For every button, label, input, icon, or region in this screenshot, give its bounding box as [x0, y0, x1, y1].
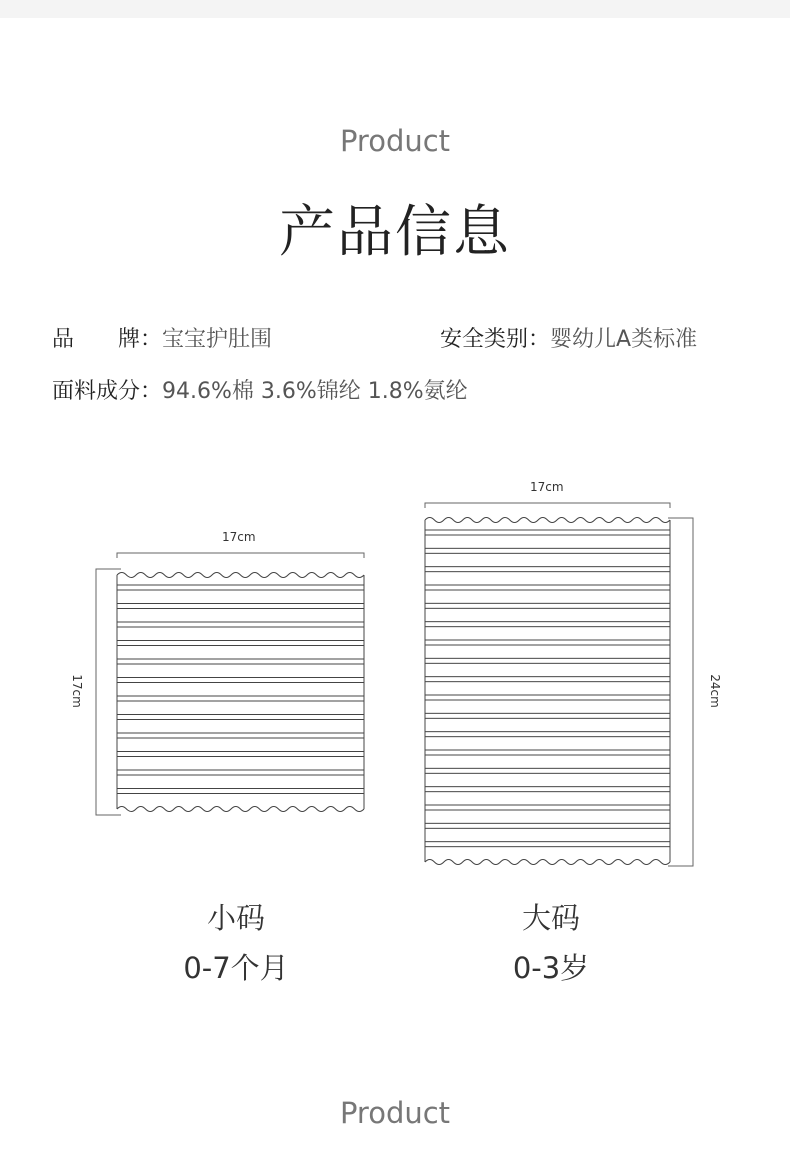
- large-garment-stripe: [425, 695, 670, 700]
- brand-value: 宝宝护肚围: [162, 327, 273, 352]
- large-garment-bottom-wave: [425, 860, 670, 865]
- small-garment-top-wave: [117, 573, 364, 578]
- brand-label: 品 牌：: [52, 327, 163, 352]
- small-size-name: 小码: [206, 901, 265, 935]
- material-value: 94.6%棉 3.6%锦纶 1.8%氨纶: [162, 379, 468, 404]
- large-garment-stripe: [425, 732, 670, 737]
- small-garment-stripe: [117, 585, 364, 590]
- large-garment-stripe: [425, 677, 670, 682]
- small-garment-stripe: [117, 696, 364, 701]
- large-width-label: 17cm: [530, 480, 564, 494]
- large-garment-top-wave: [425, 518, 670, 523]
- large-garment-stripe: [425, 842, 670, 847]
- large-size-name: 大码: [521, 901, 580, 935]
- small-width-dimension: [117, 553, 364, 558]
- large-garment-stripe: [425, 548, 670, 553]
- small-garment-stripe: [117, 604, 364, 609]
- small-garment-stripe: [117, 715, 364, 720]
- small-garment-stripe: [117, 659, 364, 664]
- large-garment-stripe: [425, 713, 670, 718]
- large-width-dimension: [425, 503, 670, 508]
- large-garment-stripe: [425, 530, 670, 535]
- large-garment-stripe: [425, 567, 670, 572]
- large-garment-stripe: [425, 603, 670, 608]
- large-garment-stripe: [425, 768, 670, 773]
- small-garment-stripe: [117, 733, 364, 738]
- small-width-label: 17cm: [222, 530, 256, 544]
- section-title-cn: 产品信息: [279, 200, 511, 265]
- large-garment-stripe: [425, 823, 670, 828]
- small-garment-stripe: [117, 770, 364, 775]
- large-garment-stripe: [425, 658, 670, 663]
- large-garment-stripe: [425, 640, 670, 645]
- safety-label: 安全类别：: [440, 327, 551, 352]
- section-title-en: Product: [339, 124, 451, 158]
- small-garment-stripe: [117, 622, 364, 627]
- large-garment-stripe: [425, 787, 670, 792]
- large-garment-stripe: [425, 805, 670, 810]
- large-garment-stripe: [425, 622, 670, 627]
- small-garment-stripe: [117, 678, 364, 683]
- small-garment-stripe: [117, 789, 364, 794]
- large-height-label: 24cm: [707, 674, 722, 708]
- large-height-dimension: [668, 518, 693, 866]
- small-garment-stripe: [117, 641, 364, 646]
- small-garment-bottom-wave: [117, 807, 364, 812]
- small-height-label: 17cm: [69, 674, 84, 708]
- small-garment-stripe: [117, 752, 364, 757]
- large-size-age: 0-3岁: [512, 951, 590, 985]
- safety-value: 婴幼儿A类标准: [550, 327, 698, 352]
- large-garment-stripe: [425, 750, 670, 755]
- small-size-age: 0-7个月: [183, 951, 289, 985]
- large-garment-stripe: [425, 585, 670, 590]
- material-label: 面料成分：: [52, 379, 163, 404]
- footer-title-en: Product: [339, 1096, 451, 1130]
